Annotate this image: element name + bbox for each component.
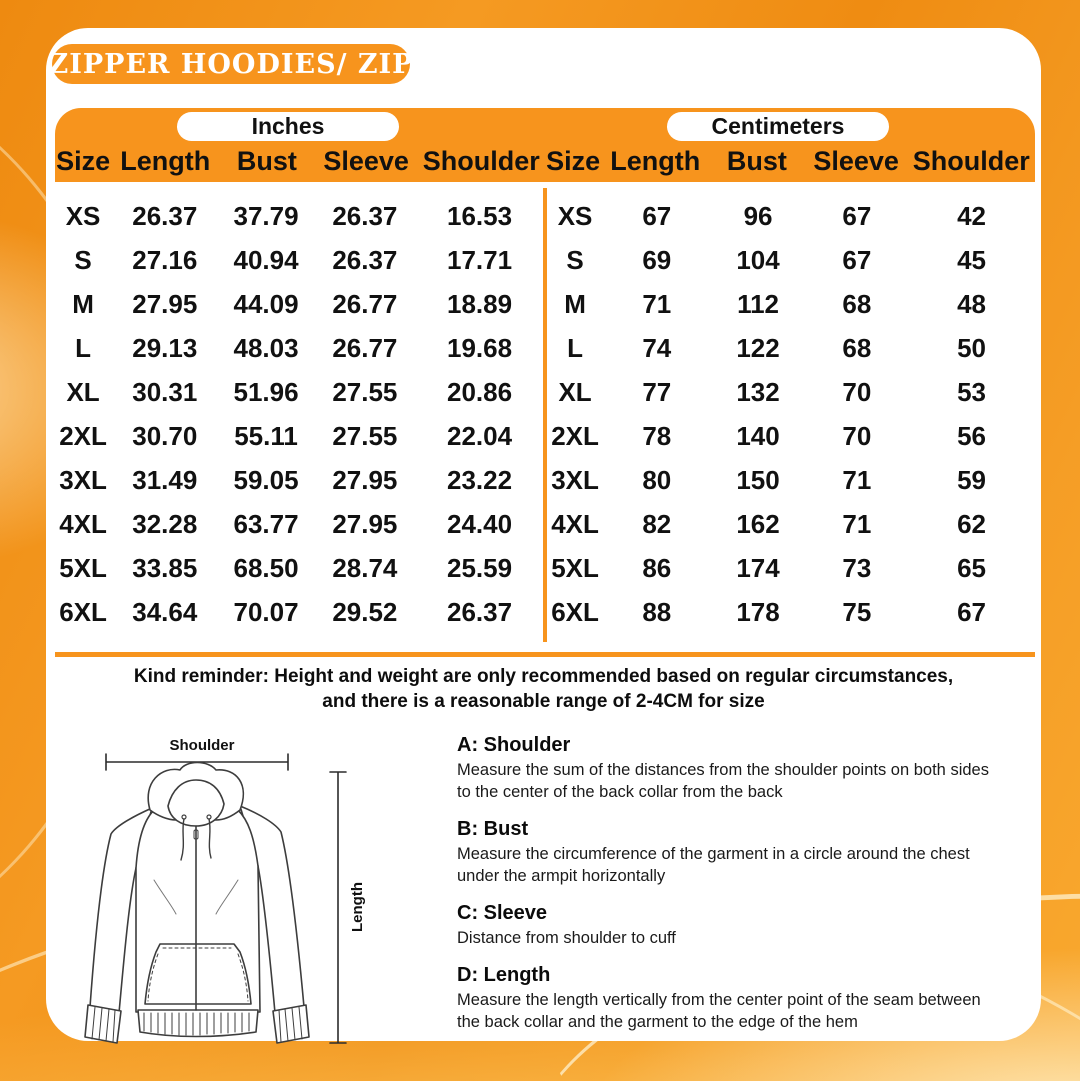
measurement-cell: 70 <box>842 420 872 451</box>
guide-body: Distance from shoulder to cuff <box>457 928 676 947</box>
measurement-cell: 30.70 <box>132 420 198 451</box>
guide-heading: D: Length <box>457 963 551 986</box>
measurement-cell: 80 <box>642 464 672 495</box>
column-header: Length <box>610 146 701 176</box>
measurement-cell: 42 <box>957 200 986 231</box>
guide-body: Measure the length vertically from the center point of the seam between the back collar and the garment to the edge of the hem <box>457 990 981 1031</box>
size-cell: L <box>567 332 583 363</box>
column-header: Length <box>120 146 211 176</box>
size-cell: XS <box>65 200 101 231</box>
size-cell: 3XL <box>551 464 599 495</box>
measurement-cell: 68 <box>842 288 872 319</box>
measurement-cell: 112 <box>737 288 780 319</box>
measurement-cell: 96 <box>743 200 773 231</box>
size-cell: 6XL <box>59 596 107 627</box>
reminder-line-1: Kind reminder: Height and weight are only recommended based on regular circumstances, <box>133 666 954 687</box>
table-header-band <box>55 108 1035 182</box>
size-chart-card <box>46 28 1041 1041</box>
size-cell: M <box>72 288 94 319</box>
measurement-cell: 73 <box>842 552 872 583</box>
reminder-line-2: and there is a reasonable range of 2-4CM for size <box>322 691 765 713</box>
measurement-cell: 59 <box>957 464 986 495</box>
measurement-cell: 26.37 <box>332 244 398 275</box>
measurement-cell: 27.95 <box>132 288 198 319</box>
measurement-cell: 71 <box>842 508 872 539</box>
guide-heading: C: Sleeve <box>457 901 548 924</box>
size-cell: XL <box>66 376 100 407</box>
hoodie-illustration <box>70 720 400 1060</box>
measure-guide <box>457 734 997 1034</box>
measurement-cell: 53 <box>957 376 986 407</box>
measurement-cell: 31.49 <box>132 464 198 495</box>
measurement-cell: 34.64 <box>132 596 198 627</box>
guide-heading: A: Shoulder <box>457 734 571 756</box>
measurement-cell: 132 <box>736 376 780 407</box>
size-cell: M <box>564 288 586 319</box>
measurement-cell: 70 <box>842 376 872 407</box>
page-title: ZIPPER HOODIES/ ZIP <box>48 48 414 80</box>
measurement-cell: 67 <box>842 200 872 231</box>
kind-reminder <box>46 664 1041 715</box>
measurement-cell: 44.09 <box>233 288 299 319</box>
shoulder-dimension-label: Shoulder <box>169 737 235 754</box>
band-half-centimeters <box>545 108 1035 182</box>
size-cell: XL <box>558 376 592 407</box>
measurement-cell: 28.74 <box>332 552 398 583</box>
measurement-cell: 55.11 <box>234 420 298 451</box>
measurement-cell: 56 <box>957 420 986 451</box>
measurement-cell: 69 <box>642 244 672 275</box>
measurement-cell: 65 <box>957 552 986 583</box>
size-cell: S <box>566 244 584 275</box>
measurement-cell: 20.86 <box>446 376 513 407</box>
length-dimension-line <box>330 772 346 1043</box>
measurement-cell: 174 <box>736 552 780 583</box>
measurement-cell: 104 <box>736 244 780 275</box>
size-cell: L <box>75 332 91 363</box>
measurement-cell: 88 <box>642 596 672 627</box>
horizontal-divider <box>55 652 1035 657</box>
size-cell: 2XL <box>551 420 599 451</box>
band-half-inches <box>55 108 545 182</box>
measurement-cell: 178 <box>736 596 780 627</box>
unit-pill-inches <box>177 112 399 141</box>
measurement-cell: 37.79 <box>233 200 299 231</box>
measurement-cell: 75 <box>842 596 872 627</box>
size-cell: 6XL <box>551 596 599 627</box>
measurement-cell: 23.22 <box>446 464 513 495</box>
column-header: Sleeve <box>813 146 899 176</box>
size-cell: S <box>74 244 92 275</box>
measurement-cell: 86 <box>642 552 672 583</box>
measurement-cell: 24.40 <box>446 508 513 539</box>
unit-label: Centimeters <box>711 113 845 139</box>
column-header: Sleeve <box>323 146 409 176</box>
measurement-cell: 29.13 <box>132 332 198 363</box>
measurement-cell: 62 <box>957 508 986 539</box>
measurement-cell: 48 <box>957 288 986 319</box>
measurement-cell: 77 <box>642 376 672 407</box>
measurement-cell: 48.03 <box>233 332 299 363</box>
column-header-row <box>545 146 1035 177</box>
size-cell: 5XL <box>551 552 599 583</box>
unit-pill-centimeters <box>667 112 889 141</box>
measurement-cell: 82 <box>642 508 672 539</box>
measurement-cell: 22.04 <box>446 420 513 451</box>
column-header: Bust <box>726 146 787 176</box>
measurement-cell: 40.94 <box>233 244 299 275</box>
unit-label: Inches <box>251 113 325 139</box>
measurement-cell: 26.77 <box>332 332 398 363</box>
table-body-centimeters <box>547 182 1035 648</box>
measurement-cell: 26.37 <box>332 200 398 231</box>
measurement-cell: 78 <box>642 420 672 451</box>
measurement-cell: 71 <box>642 288 672 319</box>
column-header: Size <box>546 146 601 176</box>
guide-heading: B: Bust <box>457 817 529 840</box>
guide-body: Measure the sum of the distances from the shoulder points on both sides to the center of the back collar from the back <box>457 761 989 801</box>
size-cell: 2XL <box>59 420 107 451</box>
measurement-cell: 70.07 <box>233 596 299 627</box>
table-body-inches <box>55 182 543 648</box>
measurement-cell: 71 <box>842 464 872 495</box>
measurement-cell: 51.96 <box>233 376 299 407</box>
measurement-cell: 29.52 <box>332 596 398 627</box>
measurement-cell: 27.55 <box>332 420 398 451</box>
measurement-cell: 74 <box>642 332 672 363</box>
measurement-cell: 59.05 <box>233 464 299 495</box>
column-header-row <box>55 146 545 177</box>
measurement-cell: 19.68 <box>446 332 513 363</box>
measurement-cell: 68 <box>842 332 872 363</box>
measurement-cell: 150 <box>736 464 780 495</box>
measurement-cell: 27.95 <box>332 508 398 539</box>
measurement-cell: 140 <box>736 420 780 451</box>
size-cell: XS <box>557 200 593 231</box>
size-cell: 4XL <box>59 508 107 539</box>
measurement-cell: 67 <box>642 200 672 231</box>
title-badge <box>48 44 414 84</box>
column-header: Bust <box>236 146 297 176</box>
column-header: Shoulder <box>422 146 540 176</box>
measurement-cell: 162 <box>736 508 780 539</box>
size-cell: 5XL <box>59 552 107 583</box>
measurement-cell: 27.55 <box>332 376 398 407</box>
measurement-cell: 30.31 <box>132 376 198 407</box>
measurement-cell: 50 <box>957 332 986 363</box>
measurement-cell: 26.37 <box>446 596 513 627</box>
guide-body: Measure the circumference of the garment in a circle around the chest under the armpit horizontally <box>457 844 970 885</box>
measurement-cell: 63.77 <box>233 508 299 539</box>
measurement-cell: 18.89 <box>446 288 513 319</box>
size-cell: 3XL <box>59 464 107 495</box>
measurement-cell: 45 <box>957 244 986 275</box>
measurement-cell: 67 <box>957 596 986 627</box>
size-cell: 4XL <box>551 508 599 539</box>
length-dimension-label: Length <box>349 882 366 932</box>
measurement-cell: 122 <box>736 332 780 363</box>
measurement-cell: 26.77 <box>332 288 398 319</box>
measurement-cell: 67 <box>842 244 872 275</box>
measurement-cell: 32.28 <box>132 508 198 539</box>
column-header: Size <box>56 146 111 176</box>
measurement-cell: 33.85 <box>132 552 198 583</box>
measurement-cell: 16.53 <box>446 200 513 231</box>
measurement-cell: 25.59 <box>446 552 513 583</box>
measurement-cell: 26.37 <box>132 200 198 231</box>
column-header: Shoulder <box>912 146 1030 176</box>
measurement-cell: 68.50 <box>233 552 299 583</box>
measurement-cell: 17.71 <box>446 244 513 275</box>
measurement-cell: 27.95 <box>332 464 398 495</box>
measurement-cell: 27.16 <box>132 244 198 275</box>
table-body <box>55 182 1035 648</box>
